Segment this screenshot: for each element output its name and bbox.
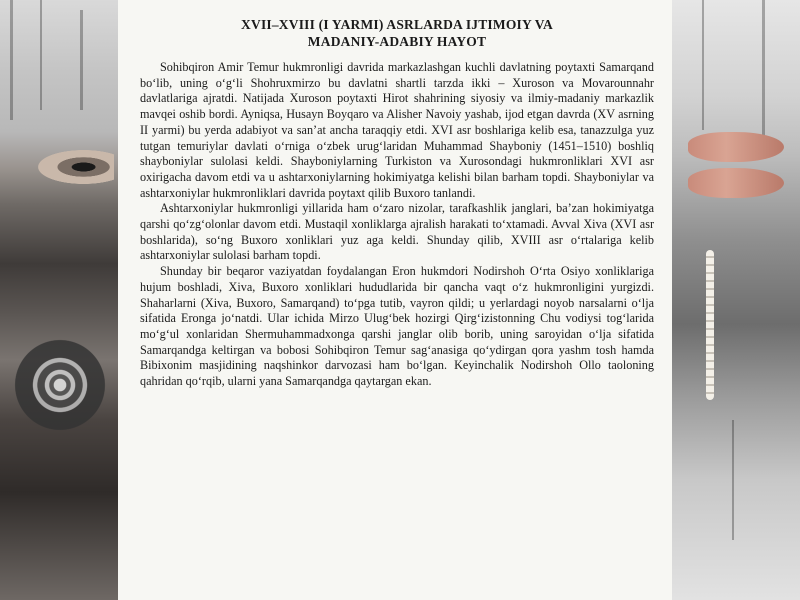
embroidered-slipper-image [688,168,784,198]
body-paragraph: Shunday bir beqaror vaziyatdan foydalangan Eron hukmdori Nodirshoh O‘rta Osiyo xonliklariga hujum boshladi, Xiva, Buxoro xonliklari hududlarida bir qancha vaqt o‘z hukmronligini yurgizdi. Shaharlarni (Xiva, Buxoro, Samarqand) to‘pga tutib, vayron qildi; u yerlardagi noyob narsalarni o‘lja sifatida Eronga jo‘natdi. Ular ichida Mirzo Ulug‘bek hozirgi Qirg‘izistonning Chu vodiysi tog‘larida mo‘g‘ul xonlaridan Shermuhammadxonga qarshi janglar olib borib, uning saroyidan o‘lja sifatida Samarqandga keltirgan va bobosi Sohibqiron Temur sag‘anasiga qo‘ydirgan qora yashm tosh hamda Bibixonim masjidining naqshinkor darvozasi ham bo‘lgan. Keyinchalik Nodirshoh Ollo taoloning qahridan qo‘rqib, ularni yana Samarqandga qaytargan ekan. [140,264,654,389]
tree-silhouette [702,0,704,130]
page-title [140,16,654,50]
page-title-line: XVII–XVIII (I YARMI) ASRLARDA IJTIMOIY VA [241,17,553,32]
tree-silhouette [762,0,765,140]
left-collage-decoration [0,0,118,600]
page-title-line: MADANIY-ADABIY HAYOT [307,34,487,49]
pearl-beads-image [706,250,714,400]
body-paragraph: Ashtarxoniylar hukmronligi yillarida ham o‘zaro nizolar, tarafkashlik janglari, ba’zan hokimiyatga qarshi qo‘zg‘olonlar davom etdi. Mustaqil xonliklarga ajralish harakati to‘xtamadi. Avval Xiva (XVI asr boshlarida), so‘ng Buxoro xonliklari yuz aga keldi. Shunday qilib, XVIII asr o‘rtalariga kelib ashtarxoniylar sulolasi barham topdi. [140,201,654,263]
tree-silhouette [40,0,42,110]
tree-silhouette [80,10,83,110]
document-page [118,0,672,600]
tree-silhouette [10,0,13,120]
right-collage-decoration [672,0,800,600]
ornamental-dish-image [10,330,110,440]
portrait-eye-image [38,150,114,184]
body-paragraph: Sohibqiron Amir Temur hukmronligi davrida markazlashgan kuchli davlatning poytaxti Samarqand bo‘lib, uning o‘g‘li Shohruxmirzo bu davlatni shartli tarzda ikki – Xuroson va Movarounnahr davlatlariga ajratdi. Natijada Xuroson poytaxti Hirot shahrining siyosiy va ilmiy-madaniy markazlik mavqei oshib bordi. Ayniqsa, Husayn Boyqaro va Alisher Navoiy yashab, ijod etgan davrda (XV asrning II yarmi) bu yerda adabiyot va san’at ancha taraqqiy etdi. XVI asr boshlariga kelib esa, tanazzulga yuz tutgan temuriylar davlati o‘rniga o‘zbek urug‘laridan Muhammad Shayboniy (1451–1510) boshliq shayboniylar sulolasi keldi. Shayboniylarning Turkiston va Xurosondagi hukmronliklari XVI asr oxirigacha davom etdi va u ashtarxoniylarning hokimiyatga kelishi bilan barham topdi. Shayboniylar va ashtarxoniylar hukmronliklari davrida poytaxt qilib Buxoro tanlandi. [140,60,654,200]
tree-silhouette [732,420,734,540]
embroidered-slipper-image [688,132,784,162]
